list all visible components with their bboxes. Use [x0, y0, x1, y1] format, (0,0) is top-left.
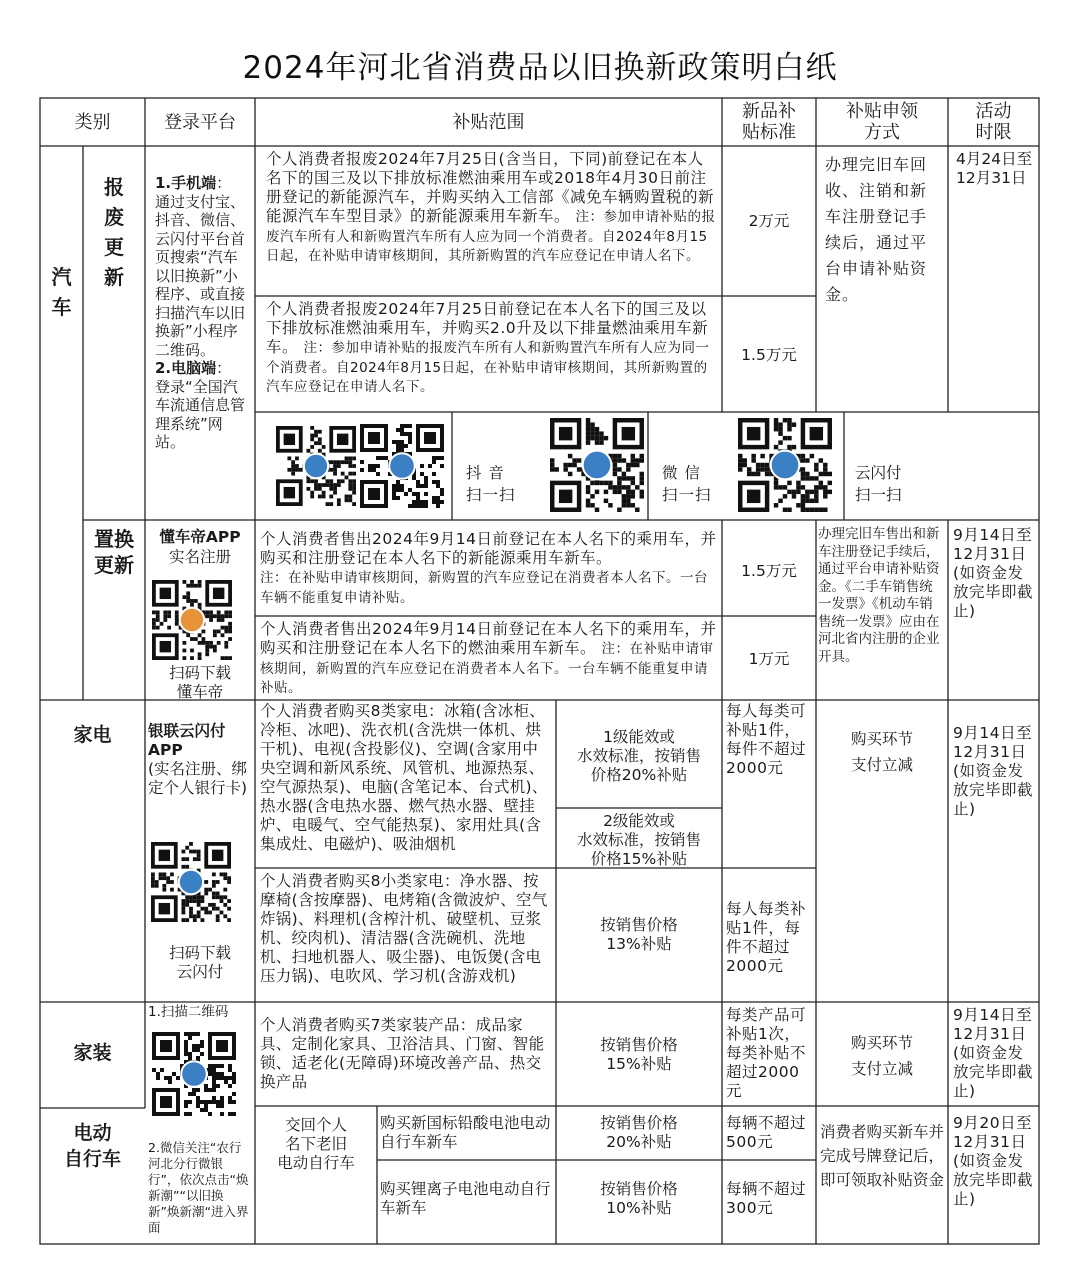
- home-step-2: 2.微信关注“农行河北分行微银行”，依次点击“焕新潮”“以旧换新”焕新潮“进入界面: [148, 1140, 249, 1235]
- appliance-tier-1: 1级能效或 水效标准，按销售 价格20%补贴: [576, 728, 701, 784]
- ysf-scan-label: 云闪付 扫一扫: [855, 464, 902, 504]
- header-method: 补贴申领 方式: [846, 101, 918, 143]
- scrap-scope-1: 个人消费者报废2024年7月25日(含当日，下同)前登记在本人名下的国三及以下排放标准燃油乘用车或2018年4月30日前注册登记的新能源汽车，并购买纳入工信部《减免车辆购置税的新能源汽车车型目录》的新能源乘用车新车。 注：参加申请补贴的报废汽车所有人和新购置汽车所有人应为同一个消费者。自2024年8月15日起，在补贴申请审核期间，其所新购置的汽车应登记在申请人名下。: [266, 150, 716, 264]
- scrap-platform: 1.手机端： 通过支付宝、抖音、微信、云闪付平台首页搜索“汽车以旧换新”小程序、或直接扫描汽车以旧换新”小程序二维码。 2.电脑端： 登录“全国汽车流通信息管理系统”网站。: [155, 174, 246, 451]
- dongchedi-title: 懂车帝APP: [159, 528, 241, 546]
- douyin-qr-code-2[interactable]: [360, 422, 444, 510]
- ebike-period: 9月20日至12月31日(如资金发放完毕即截止): [953, 1114, 1034, 1208]
- ebike-scope-2: 购买锂离子电池电动自行车新车: [380, 1180, 551, 1217]
- home-label: 家装: [73, 1042, 112, 1064]
- douyin-scan-label: 抖 音 扫一扫: [466, 464, 516, 504]
- scrap-period: 4月24日至12月31日: [956, 150, 1033, 187]
- replace-method: 办理完旧车售出和新车注册登记手续后，通过平台申请补贴资金。《二手车销售统一发票》《机动车销售统一发票》应由在河北省内注册的企业开具。: [818, 526, 940, 665]
- replace-standard-2: 1万元: [748, 650, 790, 668]
- scrap-standard-2: 1.5万元: [741, 346, 797, 364]
- scrap-standard-1: 2万元: [748, 212, 790, 230]
- dongchedi-scan-label: 扫码下载 懂车帝: [168, 664, 231, 701]
- dongchedi-qr-code[interactable]: [152, 580, 232, 660]
- page-title: 2024年河北省消费品以旧换新政策明白纸: [242, 50, 838, 86]
- ebike-ratio-1: 按销售价格 20%补贴: [600, 1114, 678, 1151]
- appliance-method: 购买环节 支付立减: [850, 730, 913, 774]
- appliance-standard-1: 每人每类可补贴1件，每件不超过2000元: [726, 702, 807, 777]
- appliance-tier-2: 2级能效或 水效标准，按销售 价格15%补贴: [576, 812, 701, 868]
- replace-scope-1: 个人消费者售出2024年9月14日前登记在本人名下的乘用车，并购买和注册登记在本人名下的新能源乘用车新车。 注：在补贴申请审核期间，新购置的汽车应登记在消费者本人名下。一台车辆不能重复申请补贴。: [260, 530, 717, 606]
- abc-qr-code[interactable]: [152, 1030, 236, 1118]
- car-label: 汽 车: [51, 265, 72, 319]
- ebike-handin: 交回个人 名下老旧 电动自行车: [277, 1116, 355, 1172]
- yunshanfu-scan-label: 扫码下载 云闪付: [168, 944, 231, 981]
- header-period: 活动 时限: [975, 101, 1012, 143]
- scrap-scope-2: 个人消费者报废2024年7月25日前登记在本人名下的国三及以下排放标准燃油乘用车，并购买2.0升及以下排量燃油乘用车新车。 注：参加申请补贴的报废汽车所有人和新购置汽车所有人应为同一个消费者。自2024年8月15日起，在补贴申请审核期间，其所新购置的汽车应登记在申请人名下。: [266, 300, 710, 395]
- header-standard: 新品补 贴标准: [742, 101, 796, 143]
- home-method: 购买环节 支付立减: [850, 1034, 913, 1078]
- douyin-qr-code-1[interactable]: [276, 422, 356, 510]
- ebike-label: 电动 自行车: [63, 1122, 121, 1170]
- scrap-label: 报 废 更 新: [104, 175, 124, 289]
- appliance-scope-1: 个人消费者购买8类家电：冰箱(含冰柜、冷柜、冰吧)、洗衣机(含洗烘一体机、烘干机)、电视(含投影仪)、空调(含家用中央空调和新风系统、风管机、地源热泵、空气源热泵)、电脑(含笔记本、台式机)、热水器(含电热水器、燃气热水器、壁挂炉、电暖气、空气能热泵)、家用灶具(含集成灶、电磁炉)、吸油烟机: [260, 702, 548, 853]
- ebike-standard-1: 每辆不超过500元: [726, 1114, 807, 1151]
- dongchedi-sub: 实名注册: [168, 548, 231, 566]
- replace-scope-2: 个人消费者售出2024年9月14日前登记在本人名下的乘用车，并购买和注册登记在本人名下的燃油乘用车新车。 注：在补贴申请审核期间，新购置的汽车应登记在消费者本人名下。一台车辆不能重复申请补贴。: [260, 620, 717, 696]
- appliance-platform: 银联云闪付APP (实名注册、绑定个人银行卡): [148, 722, 248, 797]
- ysf-qr-code[interactable]: [738, 418, 832, 512]
- appliance-standard-2: 每人每类补贴1件，每件不超过2000元: [726, 900, 807, 975]
- appliance-scope-2: 个人消费者购买8小类家电：净水器、按摩椅(含按摩器)、电烤箱(含微波炉、空气炸锅)、料理机(含榨汁机、破壁机、豆浆机、绞肉机)、清洁器(含洗碗机、洗地机、扫地机器人、吸尘器)、电饭煲(含电压力锅)、电吹风、学习机(含游戏机): [260, 872, 548, 985]
- replace-label: 置换 更新: [94, 527, 134, 577]
- appliance-tier-3: 按销售价格 13%补贴: [600, 916, 678, 953]
- wechat-qr-code[interactable]: [550, 418, 644, 512]
- appliance-period: 9月14日至12月31日(如资金发放完毕即截止): [953, 724, 1034, 818]
- header-scope: 补贴范围: [452, 112, 525, 133]
- ebike-ratio-2: 按销售价格 10%补贴: [600, 1180, 678, 1217]
- yunshanfu-qr-code[interactable]: [150, 842, 232, 922]
- home-scope: 个人消费者购买7类家装产品：成品家具、定制化家具、卫浴洁具、门窗、智能锁、适老化(无障碍)环境改善产品、热交换产品: [260, 1016, 545, 1091]
- header-category: 类别: [74, 112, 111, 133]
- appliance-label: 家电: [73, 724, 112, 746]
- header-platform: 登录平台: [164, 112, 236, 133]
- home-standard: 每类产品可补贴1次，每类补贴不超过2000元: [726, 1006, 807, 1100]
- home-step-1: 1.扫描二维码: [148, 1004, 229, 1020]
- ebike-standard-2: 每辆不超过300元: [726, 1180, 807, 1217]
- ebike-scope-1: 购买新国标铅酸电池电动自行车新车: [380, 1114, 551, 1151]
- home-ratio: 按销售价格 15%补贴: [600, 1036, 678, 1073]
- replace-standard-1: 1.5万元: [741, 562, 797, 580]
- home-period: 9月14日至12月31日(如资金发放完毕即截止): [953, 1006, 1034, 1100]
- wechat-scan-label: 微 信 扫一扫: [662, 464, 712, 504]
- replace-period: 9月14日至12月31日(如资金发放完毕即截止): [953, 526, 1034, 620]
- scrap-method: 办理完旧车回收、注销和新车注册登记手续后，通过平台申请补贴资金。: [825, 155, 928, 304]
- ebike-method: 消费者购买新车并完成号牌登记后，即可领取补贴资金: [820, 1123, 945, 1189]
